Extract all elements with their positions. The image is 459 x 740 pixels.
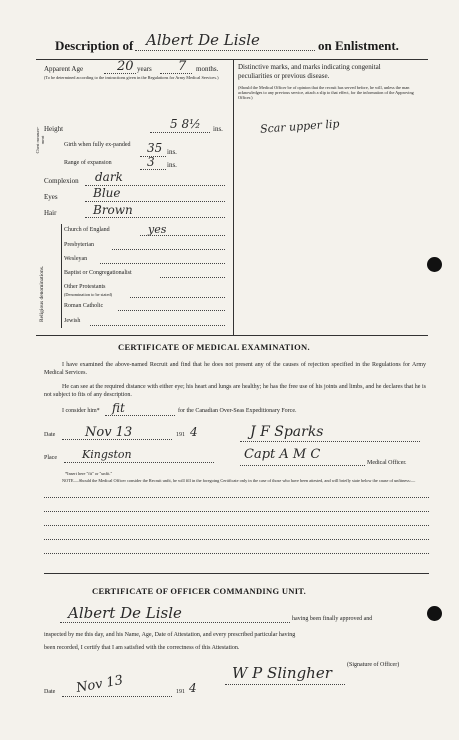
- fit-unfit-footnote: *Insert here "fit" or "unfit.": [65, 471, 113, 476]
- distinctive-marks-heading-1: Distinctive marks, and marks indicating congenital: [238, 63, 381, 71]
- height-line: [150, 132, 210, 133]
- religion-line-1: [140, 235, 225, 236]
- medical-paragraph-1: I have examined the above-named Recruit and find that he does not present any of the causes of rejection specified in the Regulations for Army Medical Services.: [44, 362, 426, 376]
- officer-date-label: Date: [44, 689, 56, 695]
- table-top-rule: [36, 59, 428, 60]
- distinctive-marks-value: Scar upper lip: [259, 117, 340, 136]
- section-divider: [44, 573, 429, 574]
- religion-item-jewish: Jewish: [64, 318, 81, 324]
- religion-item-other-protestants: Other Protestants: [64, 284, 106, 290]
- religion-item-presbyterian: Presbyterian: [64, 242, 94, 248]
- hair-value: Brown: [93, 203, 133, 217]
- medical-date-label: Date: [44, 432, 56, 438]
- officer-signature: W P Slingher: [232, 664, 332, 682]
- religion-side-label: Religious denominations.: [39, 265, 45, 322]
- medical-year-prefix: 191: [176, 432, 185, 438]
- distinctive-marks-note: (Should the Medical Officer be of opinion that the recruit has served before, he will, unless the man acknowledges to any previous service, attach a slip to that effect, for the information of the Approving Officer.): [238, 85, 414, 100]
- table-bottom-rule: [36, 335, 428, 336]
- officer-certificate-heading: CERTIFICATE OF OFFICER COMMANDING UNIT.: [92, 586, 307, 596]
- age-years-line: [104, 73, 136, 74]
- eyes-label: Eyes: [44, 193, 58, 201]
- title-name-line: [135, 50, 315, 51]
- officer-line1-suffix: having been finally approved and: [292, 616, 373, 622]
- age-months-line: [160, 73, 192, 74]
- apparent-age-label: Apparent Age: [44, 65, 84, 73]
- apparent-age-note: (To be determined according to the instructions given in the Regulations for Army Medical Services.): [44, 75, 219, 80]
- religion-church-of-england-value: yes: [148, 223, 167, 236]
- religion-line-3: [100, 263, 225, 264]
- unfitness-line-3: [44, 525, 429, 526]
- recruit-name: Albert De Lisle: [146, 31, 260, 49]
- officer-recruit-name: Albert De Lisle: [68, 604, 182, 622]
- medical-officer-rank: Capt A M C: [244, 447, 321, 462]
- title-prefix: Description of: [55, 38, 134, 53]
- distinctive-marks-heading-2: peculiarities or previous disease.: [238, 72, 330, 80]
- religion-line-4: [160, 277, 225, 278]
- officer-signature-line: [225, 684, 345, 685]
- medical-date-value: Nov 13: [85, 425, 133, 440]
- complexion-label: Complexion: [44, 177, 79, 185]
- medical-officer-signature: J F Sparks: [250, 424, 324, 440]
- officer-year-value: 4: [189, 681, 197, 695]
- place-line: [64, 462, 214, 463]
- consider-suffix: for the Canadian Over-Seas Expeditionary Force.: [178, 408, 297, 414]
- unfitness-line-5: [44, 553, 429, 554]
- hair-label: Hair: [44, 209, 57, 217]
- binder-hole-bottom: [427, 606, 442, 621]
- medical-officer-label: Medical Officer.: [367, 460, 407, 466]
- religion-line-2: [112, 249, 225, 250]
- religion-bracket: [61, 224, 62, 328]
- chest-range-label: Range of expansion: [64, 160, 112, 166]
- column-divider: [233, 59, 234, 335]
- unfitness-line-2: [44, 511, 429, 512]
- height-label: Height: [44, 125, 64, 133]
- unfitness-line-4: [44, 539, 429, 540]
- medical-note: NOTE.—Should the Medical Officer consider the Recruit unfit, he will fill in the foregoing Certificate only in the case of those who have been attested, and will briefly state below the cause of unfitness:—: [62, 478, 416, 483]
- medical-paragraph-2: He can see at the required distance with either eye; his heart and lungs are healthy; he has the free use of his joints and limbs, and he declares that he is not subject to fits of any description.: [44, 384, 426, 398]
- place-label: Place: [44, 455, 57, 461]
- binder-hole-top: [427, 257, 442, 272]
- officer-date-line: [62, 696, 172, 697]
- religion-item-wesleyan: Wesleyan: [64, 256, 88, 262]
- height-unit: ins.: [213, 125, 223, 133]
- apparent-age-years-label: years: [137, 65, 152, 73]
- religion-item-baptist: Baptist or Congregationalist: [64, 270, 132, 276]
- apparent-age-years-value: 20: [117, 59, 134, 74]
- title-suffix: on Enlistment.: [318, 38, 399, 53]
- consider-line: [105, 415, 175, 416]
- complexion-value: dark: [95, 170, 123, 184]
- religion-item-church-of-england: Church of England: [64, 227, 110, 233]
- consider-label: I consider him*: [62, 408, 100, 414]
- religion-item-roman-catholic: Roman Catholic: [64, 303, 104, 309]
- consider-value: fit: [112, 401, 125, 415]
- officer-line3: been recorded, I certify that I am satisfied with the correctness of this Attestation.: [44, 645, 240, 651]
- religion-line-7: [90, 325, 225, 326]
- chest-girth-label-text: Girth when fully ex-panded: [64, 142, 131, 148]
- chest-side-label: Chest measure-ment: [35, 126, 45, 154]
- hair-line: [85, 217, 225, 218]
- officer-date-value: Nov 13: [75, 673, 125, 696]
- eyes-line: [85, 201, 225, 202]
- unfitness-line-1: [44, 497, 429, 498]
- officer-line2: inspected by me this day, and his Name, Age, Date of Attestation, and every prescribed particular having: [44, 632, 296, 638]
- chest-girth-value: 35: [147, 141, 163, 155]
- place-value: Kingston: [82, 448, 132, 461]
- religion-line-5: [130, 297, 225, 298]
- chest-range-line: [140, 169, 166, 170]
- chest-range-value: 3: [147, 155, 155, 169]
- medical-certificate-heading: CERTIFICATE OF MEDICAL EXAMINATION.: [118, 342, 310, 352]
- officer-year-prefix: 191: [176, 689, 185, 695]
- signature-line-2: [240, 465, 365, 466]
- apparent-age-months-value: 7: [178, 59, 187, 74]
- chest-girth-unit: ins.: [167, 148, 177, 156]
- chest-girth-label: [64, 142, 144, 149]
- religion-denomination-note: (Denomination to be stated): [64, 292, 113, 297]
- officer-name-line: [60, 622, 290, 623]
- officer-signature-label: (Signature of Officer): [347, 662, 400, 668]
- signature-line-1: [240, 441, 420, 442]
- medical-year-value: 4: [190, 425, 198, 439]
- form-title: [55, 38, 133, 54]
- religion-line-6: [118, 310, 225, 311]
- medical-date-line: [62, 439, 172, 440]
- eyes-value: Blue: [93, 186, 121, 200]
- height-value: 5 8½: [170, 117, 201, 131]
- chest-range-unit: ins.: [167, 161, 177, 169]
- apparent-age-months-label: months.: [196, 65, 219, 73]
